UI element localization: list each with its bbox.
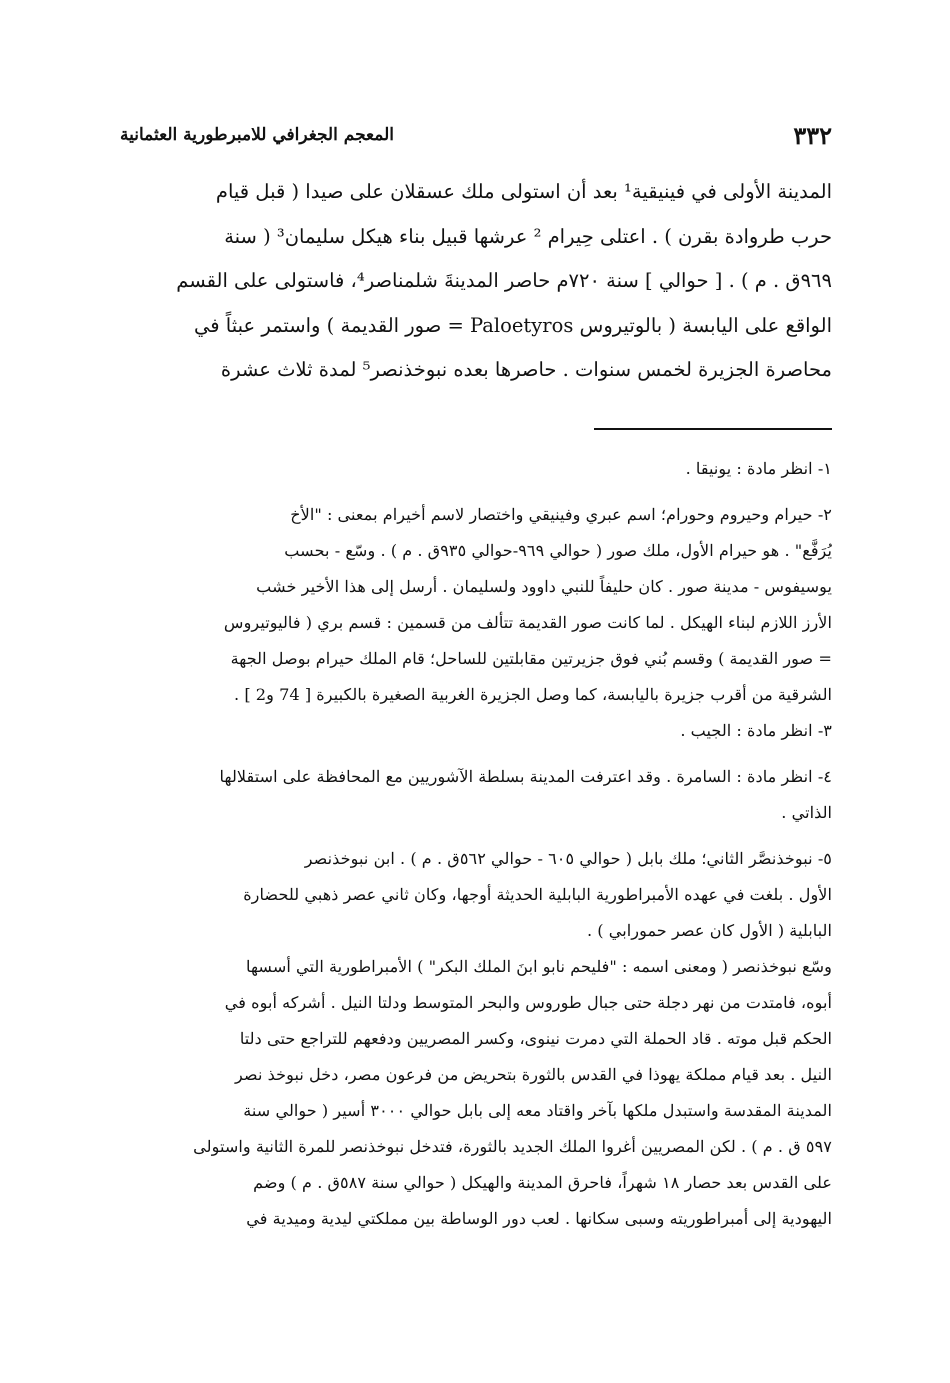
- footnote-3: [120, 713, 832, 749]
- footnotes-section: [120, 451, 832, 1237]
- footnote-line: المدينة المقدسة واستبدل ملكها بآخر واقتاد معه إلى بابل حوالي ٣٠٠٠ أسير ( حوالي سنة: [243, 1101, 832, 1120]
- footnote-line: ١- انظر مادة : يونيقا .: [685, 459, 832, 478]
- footnote-line: ٤- انظر مادة : السامرة . وقد اعترفت المدينة بسلطة الآشوريين مع المحافظة على استقلالها: [219, 767, 832, 786]
- page-number: ٣٣٢: [793, 120, 832, 150]
- footnote-line: ٥٩٧ ق . م ) . لكن المصريين أغروا الملك الجديد بالثورة، فتدخل نبوخذنصر للمرة الثانية واستولى: [193, 1137, 832, 1156]
- footnote-line: ٢- حيرام وحيروم وحورام؛ اسم عبري وفينيقي واختصار لاسم أخيرام بمعنى : "الأخ: [290, 505, 832, 524]
- body-line: محاصرة الجزيرة لخمس سنوات . حاصرها بعده نبوخذنصر⁵ لمدة ثلاث عشرة: [220, 358, 832, 382]
- footnote-5-continued: [120, 949, 832, 1237]
- footnote-line: البابلية ( الأول كان عصر حمورابي ) .: [587, 921, 832, 940]
- footnote-line: النيل . بعد قيام مملكة يهوذا في القدس بالثورة بتحريض من فرعون مصر، دخل نبوخذ نصر: [235, 1065, 832, 1084]
- footnote-line: الحكم قبل موته . قاد الحملة التي دمرت نينوى، وكسر المصريين ودفعهم للتراجع حتى دلتا: [239, 1029, 832, 1048]
- footnote-line: الأرز اللازم لبناء الهيكل . لما كانت صور القديمة تتألف من قسمين : قسم بري ( فاليوتيروس: [223, 613, 832, 632]
- footnote-line: يوسيفوس - مدينة صور . كان حليفاً للنبي داوود ولسليمان . أرسل إلى هذا الأخير خشب: [256, 577, 832, 596]
- body-line: المدينة الأولى في فينيقية¹ بعد أن استولى ملك عسقلان على صيدا ( قبل قيام: [215, 180, 832, 203]
- footnote-4: [120, 759, 832, 831]
- body-line: حرب طروادة بقرن ) . اعتلى حِيرام ² عرشها قبيل بناء هيكل سليمان³ ( سنة: [224, 224, 832, 248]
- page-header: [120, 118, 832, 152]
- footnote-line: الأول . بلغت في عهده الأمبراطورية البابلية الحديثة أوجها، وكان ثاني عصر ذهبي للحضارة: [243, 885, 832, 904]
- body-line: ٩٦٩ق . م ) . [ حوالي ] سنة ٧٢٠م حاصر المدينةَ شلمناصر⁴، فاستولى على القسم: [176, 269, 832, 293]
- footnote-line: على القدس بعد حصار ١٨ شهراً، فاحرق المدينة والهيكل ( حوالي سنة ٥٨٧ق . م ) وضم: [253, 1173, 832, 1192]
- footnote-line: ٥- نبوخذنصَّر الثاني؛ ملك بابل ( حوالي ٦٠٥ - حوالي ٥٦٢ق . م ) . ابن نبوخذنصر: [304, 849, 832, 868]
- footnote-line: = صور القديمة ) وقسم بُني فوق جزيرتين مقابلتين للساحل؛ قام الملك حيرام بوصل الجهة: [230, 649, 832, 668]
- running-title: المعجم الجغرافي للامبرطورية العثمانية: [120, 125, 394, 145]
- footnote-2: [120, 497, 832, 713]
- footnote-line: يُرَفَّع" . هو حيرام الأول، ملك صور ( حوالي ٩٦٩-حوالي ٩٣٥ق . م ) . وسّع - بحسب: [284, 541, 832, 560]
- footnote-line: اليهودية إلى أمبراطوريته وسبى سكانها . لعب دور الوساطة بين مملكتي ليدية وميدية في: [246, 1209, 832, 1228]
- footnote-line: الشرقية من أقرب جزيرة باليابسة، كما وصل الجزيرة الغربية الصغيرة بالكبيرة [ 74 و2 ] .: [234, 685, 832, 704]
- footnote-1: [120, 451, 832, 487]
- footnote-5: [120, 841, 832, 949]
- body-line: الواقع على اليابسة ( بالوتيروس Paloetyros = صور القديمة ) واستمر عبثاً في: [194, 313, 832, 337]
- footnote-line: وسّع نبوخذنصر ( ومعنى اسمه : "فليحم نابو ابنَ الملك البكر" ) الأمبراطورية التي أسسها: [246, 957, 832, 976]
- footnote-divider: [594, 428, 832, 430]
- footnote-line: ٣- انظر مادة : الجيب .: [680, 721, 832, 740]
- footnote-line: الذاتي .: [781, 803, 832, 822]
- footnote-line: أبوه، فامتدت من نهر دجلة حتى جبال طوروس والبحر المتوسط ودلتا النيل . أشركه أبوه في: [224, 993, 832, 1012]
- main-text: [120, 170, 832, 393]
